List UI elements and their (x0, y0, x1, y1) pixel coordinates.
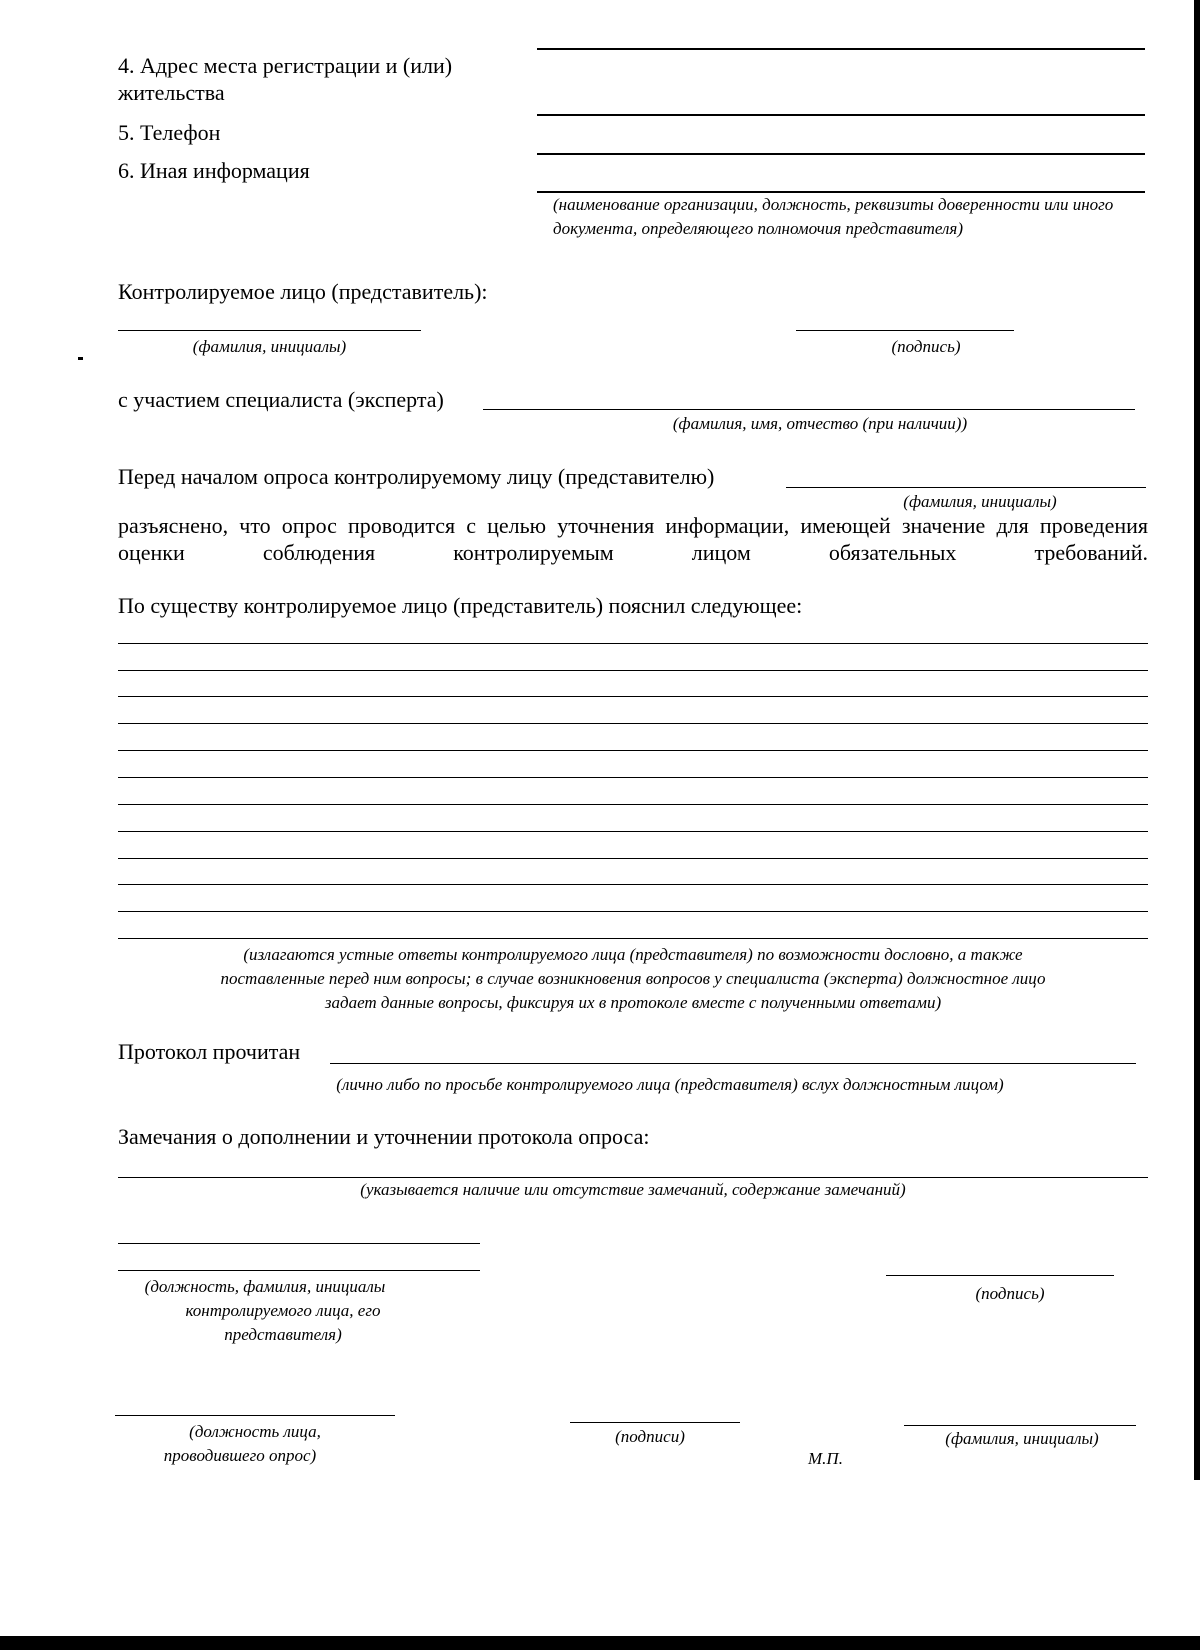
explain-heading: По существу контролируемое лицо (представитель) пояснил следующее: (118, 593, 803, 618)
protocol-caption: (лично либо по просьбе контролируемого лица (представителя) вслух должностным лицом) (336, 1075, 1004, 1094)
signatures-line[interactable] (570, 1422, 740, 1423)
explain-caption-2: поставленные перед ним вопросы; в случае возникновения вопросов у специалиста (эксперта) должностное лицо (220, 969, 1046, 988)
signoff-sign-caption: (подпись) (975, 1284, 1045, 1303)
position-caption-3: представителя) (224, 1325, 342, 1344)
address-label: 4. Адрес места регистрации и (или) жительства (118, 53, 453, 105)
before-paragraph (118, 512, 1148, 566)
before-line[interactable] (786, 487, 1146, 488)
org-caption: (наименование организации, должность, реквизиты доверенности или иного документа, определяющего полномочия представителя) (553, 195, 1114, 238)
position-line-1[interactable] (118, 1243, 480, 1244)
answer-line[interactable] (118, 884, 1148, 885)
answer-line[interactable] (118, 804, 1148, 805)
answer-line[interactable] (118, 750, 1148, 751)
controlled-name-line[interactable] (118, 330, 421, 331)
controlled-name-caption: (фамилия, инициалы) (192, 337, 347, 356)
protocol-label: Протокол прочитан (118, 1039, 301, 1064)
answer-line[interactable] (118, 696, 1148, 697)
address-line-2[interactable] (537, 114, 1145, 116)
before-paragraph-text: разъяснено, что опрос проводится с целью уточнения информации, имеющей значение для проведения оценки соблюдения контролируемым лицом обязательных требований. (118, 513, 1148, 565)
before-label: Перед началом опроса контролируемому лицу (представителю) (118, 464, 715, 489)
expert-line[interactable] (483, 409, 1135, 410)
controlled-sign-caption: (подпись) (891, 337, 961, 356)
expert-caption: (фамилия, имя, отчество (при наличии)) (672, 414, 968, 433)
official-caption-1: (должность лица, (189, 1422, 321, 1441)
scan-bottom-edge (0, 1636, 1200, 1650)
scan-right-edge (1194, 0, 1200, 1480)
position-caption-2: контролируемого лица, его (185, 1301, 381, 1320)
answer-line[interactable] (118, 723, 1148, 724)
position-line-2[interactable] (118, 1270, 480, 1271)
controlled-person-heading: Контролируемое лицо (представитель): (118, 279, 488, 304)
seal-label: М.П. (808, 1449, 843, 1468)
answer-line[interactable] (118, 643, 1148, 644)
answer-line[interactable] (118, 670, 1148, 671)
other-info-label: 6. Иная информация (118, 158, 310, 183)
remarks-heading: Замечания о дополнении и уточнении протокола опроса: (118, 1124, 650, 1149)
explain-caption-1: (излагаются устные ответы контролируемого лица (представителя) по возможности дословно, а также (243, 945, 1023, 964)
answer-line[interactable] (118, 858, 1148, 859)
answer-line[interactable] (118, 911, 1148, 912)
expert-label: с участием специалиста (эксперта) (118, 387, 444, 412)
phone-line[interactable] (537, 153, 1145, 155)
answer-line[interactable] (118, 938, 1148, 939)
before-caption: (фамилия, инициалы) (903, 492, 1057, 511)
signatures-caption: (подписи) (615, 1427, 685, 1446)
controlled-sign-line[interactable] (796, 330, 1014, 331)
position-caption-1: (должность, фамилия, инициалы (144, 1277, 386, 1296)
protocol-line[interactable] (330, 1063, 1136, 1064)
official-line[interactable] (115, 1415, 395, 1416)
explain-caption-3: задает данные вопросы, фиксируя их в протоколе вместе с полученными ответами) (324, 993, 942, 1012)
answer-line[interactable] (118, 777, 1148, 778)
official-caption-2: проводившего опрос) (163, 1446, 317, 1465)
phone-label: 5. Телефон (118, 120, 221, 145)
answer-line[interactable] (118, 831, 1148, 832)
final-name-line[interactable] (904, 1425, 1136, 1426)
remarks-caption: (указывается наличие или отсутствие замечаний, содержание замечаний) (360, 1180, 906, 1199)
address-line-1[interactable] (537, 48, 1145, 50)
signoff-sign-line[interactable] (886, 1275, 1114, 1276)
stray-mark (78, 357, 83, 360)
final-name-caption: (фамилия, инициалы) (945, 1429, 1099, 1448)
